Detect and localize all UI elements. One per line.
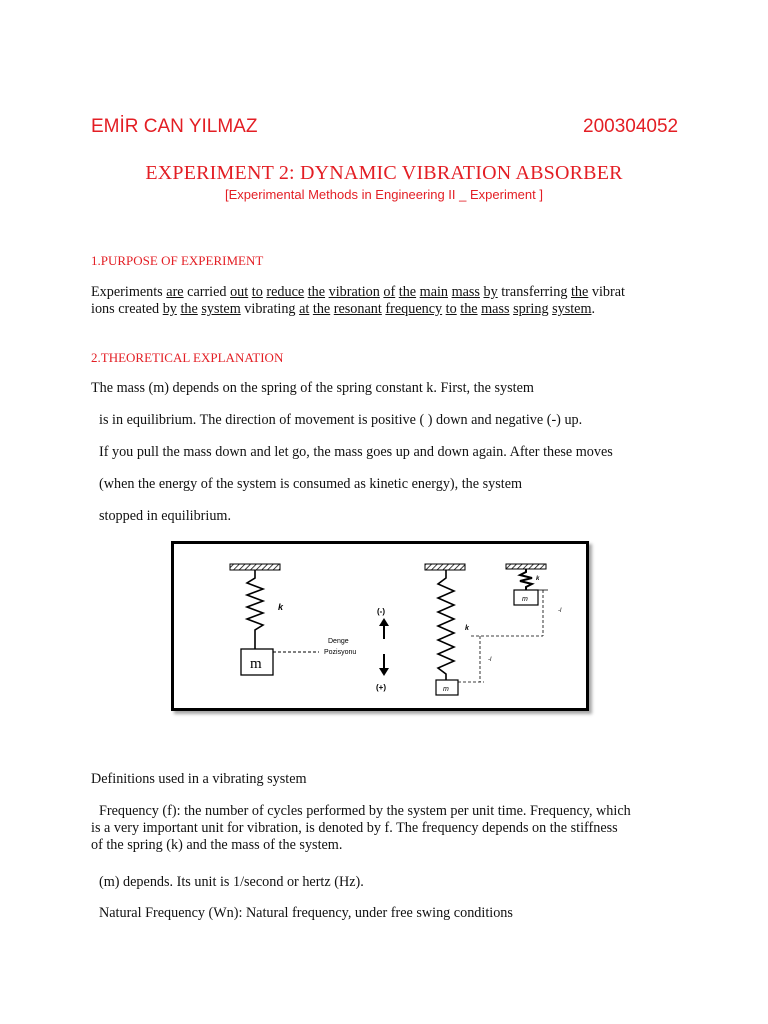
theory-line-5: stopped in equilibrium. — [99, 508, 232, 524]
up-arrow-icon — [379, 618, 389, 626]
down-arrow-icon — [379, 668, 389, 676]
underlined-word: by — [483, 284, 498, 300]
purpose-paragraph — [91, 284, 677, 318]
equilibrium-label-2: Pozisyonu — [324, 649, 357, 656]
document-subtitle: [Experimental Methods in Engineering II _ Experiment ] — [225, 187, 543, 202]
delta-label: -l — [558, 608, 562, 614]
theory-line-4: (when the energy of the system is consumed as kinetic energy), the system — [99, 476, 523, 492]
underlined-word: by — [162, 301, 177, 317]
frequency-line-4: (m) depends. Its unit is 1/second or hertz (Hz). — [99, 874, 364, 890]
spring-right-stretched — [438, 570, 454, 680]
theory-line-1: The mass (m) depends on the spring of the spring constant k. First, the system — [91, 380, 534, 396]
underlined-word: mass — [481, 301, 510, 317]
definitions-heading: Definitions used in a vibrating system — [91, 771, 307, 787]
underlined-word: the — [570, 284, 589, 300]
student-id: 200304052 — [583, 116, 679, 137]
positive-label: (+) — [376, 683, 386, 692]
small-spring-label: k — [536, 576, 540, 582]
negative-label: (-) — [377, 607, 385, 616]
underlined-word: to — [251, 284, 263, 300]
frequency-line-3: of the spring (k) and the mass of the system. — [91, 837, 343, 853]
mass-label: m — [250, 656, 262, 672]
underlined-word: at — [299, 301, 310, 317]
underlined-word: to — [445, 301, 457, 317]
underlined-word: main — [419, 284, 449, 300]
spring-mass-diagram — [174, 544, 586, 708]
underlined-word: the — [180, 301, 198, 317]
spring-label-right: k — [465, 625, 469, 632]
equilibrium-label-1: Denge — [328, 638, 349, 645]
purpose-line-2: ions created by the system vibrating at the resonant frequency to the mass spring system. — [91, 301, 596, 317]
section-heading-purpose: 1.PURPOSE OF EXPERIMENT — [91, 253, 264, 268]
author-name: EMİR CAN YILMAZ — [91, 116, 258, 137]
ceiling-support-small — [506, 564, 546, 569]
spring-label: k — [278, 602, 284, 612]
purpose-line-1: Experiments are carried out to reduce the vibration of the main mass by transferring the vibrat — [91, 284, 625, 300]
underlined-word: frequency — [385, 301, 443, 317]
underlined-word: vibration — [328, 284, 380, 300]
underlined-word: system — [201, 301, 241, 317]
underlined-word: are — [166, 284, 184, 300]
underlined-word: of — [383, 284, 396, 300]
ceiling-support-left — [230, 564, 280, 570]
spring-left — [247, 570, 263, 649]
spring-small — [520, 569, 532, 590]
section-heading-theory: 2.THEORETICAL EXPLANATION — [91, 350, 284, 365]
underlined-word: mass — [451, 284, 480, 300]
underlined-word: out — [230, 284, 249, 300]
theory-line-2: is in equilibrium. The direction of movement is positive ( ) down and negative (-) up. — [99, 412, 583, 428]
mass-label-right: m — [443, 686, 449, 693]
delta-label-2: -l — [488, 657, 492, 663]
frequency-line-1: Frequency (f): the number of cycles performed by the system per unit time. Frequency, which — [99, 803, 631, 819]
theory-line-3: If you pull the mass down and let go, the mass goes up and down again. After these moves — [99, 444, 613, 460]
underlined-word: spring — [513, 301, 549, 317]
underlined-word: reduce — [266, 284, 305, 300]
underlined-word: system — [552, 301, 592, 317]
document-title: EXPERIMENT 2: DYNAMIC VIBRATION ABSORBER — [145, 162, 623, 184]
underlined-word: resonant — [333, 301, 382, 317]
frequency-line-2: is a very important unit for vibration, is denoted by f. The frequency depends on the stiffness — [91, 820, 618, 836]
ceiling-support-right — [425, 564, 465, 570]
underlined-word: the — [460, 301, 478, 317]
frequency-paragraph — [91, 803, 677, 854]
underlined-word: the — [312, 301, 331, 317]
spring-mass-figure — [171, 541, 589, 711]
underlined-word: the — [398, 284, 417, 300]
text-run: Experiments — [91, 284, 163, 300]
underlined-word: the — [307, 284, 326, 300]
small-mass-label: m — [522, 596, 528, 603]
natural-frequency-line: Natural Frequency (Wn): Natural frequency, under free swing conditions — [99, 905, 513, 921]
